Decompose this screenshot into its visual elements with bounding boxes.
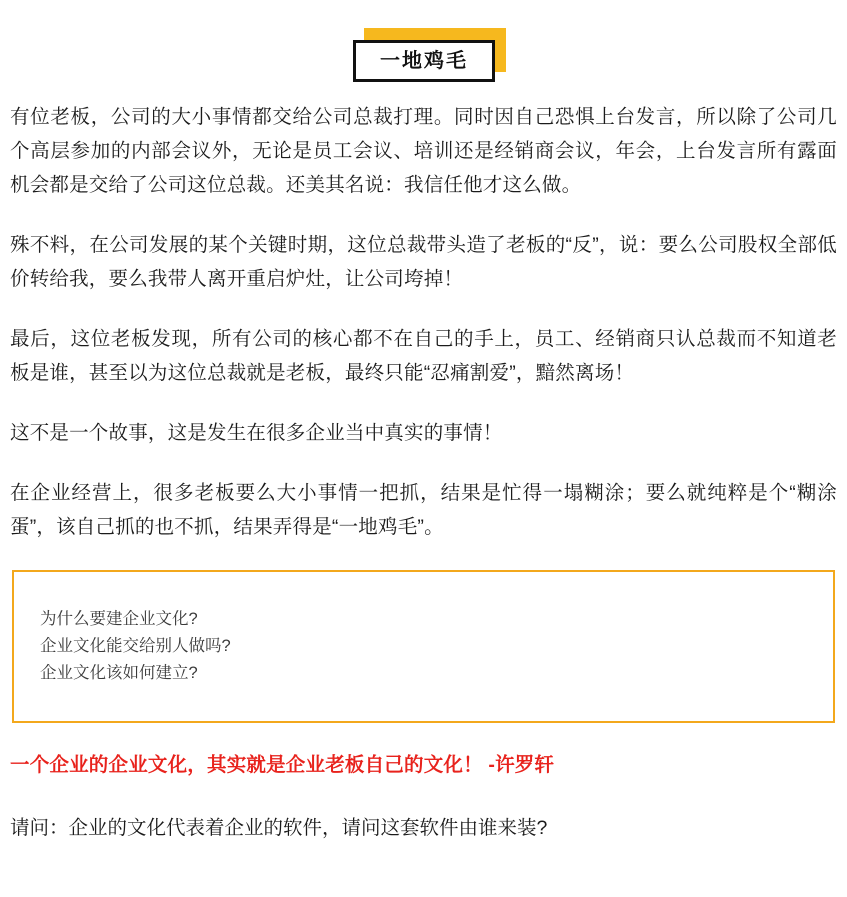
paragraph-1: 有位老板，公司的大小事情都交给公司总裁打理。同时因自己恐惧上台发言，所以除了公司几个高层参加的内部会议外，无论是员工会议、培训还是经销商会议，年会，上台发言所有露面机会都是交给了公司这位总裁。还美其名说：我信任他才这么做。 bbox=[10, 106, 837, 196]
closing-question: 请问：企业的文化代表着企业的软件，请问这套软件由谁来装? bbox=[10, 817, 548, 839]
paragraph-4: 这不是一个故事，这是发生在很多企业当中真实的事情！ bbox=[10, 422, 503, 444]
page-title: 一地鸡毛 bbox=[380, 50, 468, 72]
title-box bbox=[353, 40, 495, 82]
question-line-3: 企业文化该如何建立? bbox=[40, 664, 198, 682]
paragraph-5: 在企业经营上，很多老板要么大小事情一把抓，结果是忙得一塌糊涂；要么就纯粹是个“糊涂蛋”，该自己抓的也不抓，结果弄得是“一地鸡毛”。 bbox=[10, 482, 837, 538]
question-line-2: 企业文化能交给别人做吗? bbox=[40, 637, 231, 655]
title-banner bbox=[6, 14, 841, 100]
question-box bbox=[12, 570, 835, 723]
article-body bbox=[6, 100, 841, 845]
highlight-quote: 一个企业的企业文化，其实就是企业老板自己的文化！ -许罗轩 bbox=[10, 754, 555, 776]
paragraph-3: 最后，这位老板发现，所有公司的核心都不在自己的手上，员工、经销商只认总裁而不知道老板是谁，甚至以为这位总裁就是老板，最终只能“忍痛割爱”，黯然离场！ bbox=[10, 328, 837, 384]
article-page bbox=[0, 14, 847, 845]
question-line-1: 为什么要建企业文化? bbox=[40, 610, 198, 628]
paragraph-2: 殊不料，在公司发展的某个关键时期，这位总裁带头造了老板的“反”，说：要么公司股权全部低价转给我，要么我带人离开重启炉灶，让公司垮掉！ bbox=[10, 234, 837, 290]
